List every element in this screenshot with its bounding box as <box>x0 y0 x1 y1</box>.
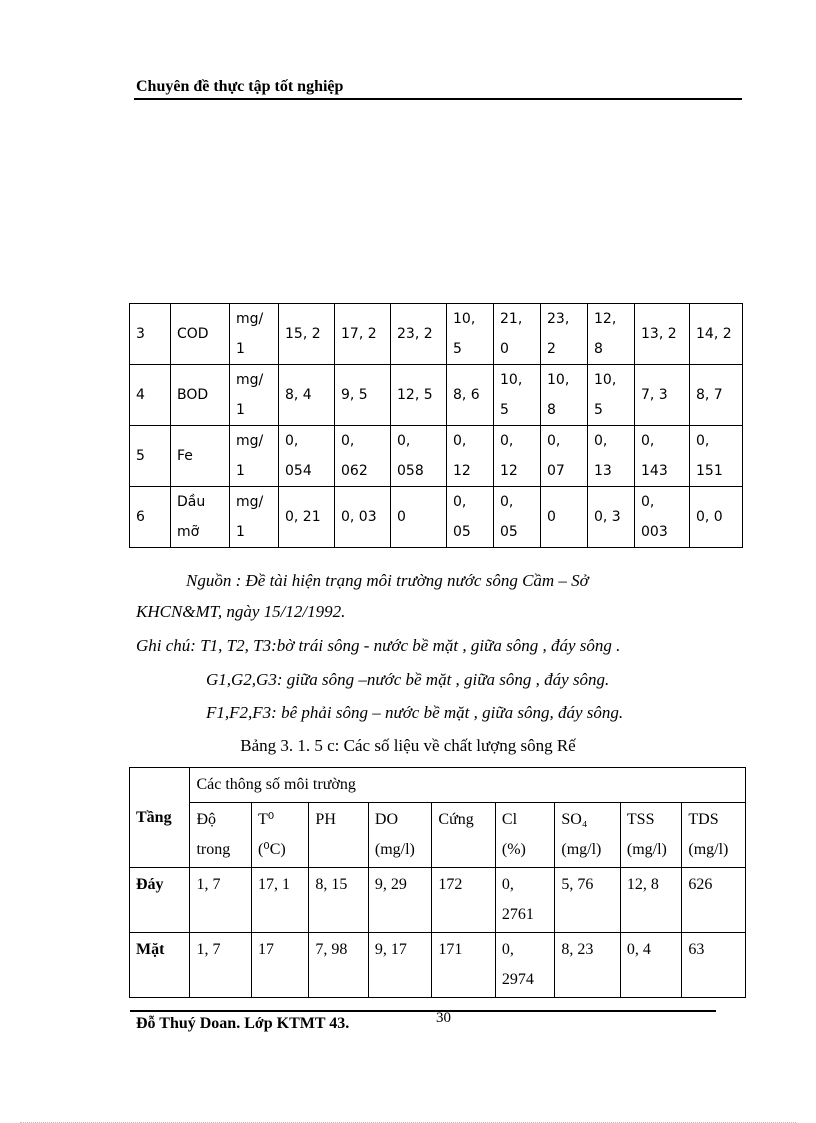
value-cell: 0, 13 <box>588 426 635 487</box>
table-row <box>130 426 743 487</box>
value-cell: 0, 2761 <box>495 868 554 933</box>
table-row <box>130 487 743 548</box>
value-cell: 0, 143 <box>635 426 690 487</box>
value-cell: 8, 4 <box>279 365 335 426</box>
value-cell: 9, 17 <box>368 933 432 998</box>
value-cell: 0, 151 <box>690 426 743 487</box>
value-cell: 10, 5 <box>588 365 635 426</box>
column-header: Độ trong <box>190 803 251 868</box>
column-header: DO (mg/l) <box>368 803 432 868</box>
value-cell: 0, 062 <box>335 426 391 487</box>
layer-header: Tầng <box>130 768 190 868</box>
value-cell: 0, 003 <box>635 487 690 548</box>
value-cell: 14, 2 <box>690 304 743 365</box>
value-cell: 0, 058 <box>391 426 447 487</box>
page-number: 30 <box>436 1010 451 1026</box>
column-header: T⁰ (⁰C) <box>251 803 308 868</box>
value-cell: 23, 2 <box>391 304 447 365</box>
value-cell: 0, 3 <box>588 487 635 548</box>
value-cell: 172 <box>432 868 496 933</box>
value-cell: 9, 5 <box>335 365 391 426</box>
value-cell: 7, 3 <box>635 365 690 426</box>
column-header: SO₄ (mg/l) <box>555 803 621 868</box>
value-cell: 8, 15 <box>309 868 368 933</box>
value-cell: 171 <box>432 933 496 998</box>
value-cell: 0, 2974 <box>495 933 554 998</box>
unit-cell: mg/ 1 <box>230 487 279 548</box>
value-cell: 1, 7 <box>190 868 251 933</box>
value-cell: 0, 05 <box>494 487 541 548</box>
value-cell: 0, 05 <box>447 487 494 548</box>
row-number: 5 <box>130 426 171 487</box>
value-cell: 8, 23 <box>555 933 621 998</box>
table-row <box>130 304 743 365</box>
parameter-name: Fe <box>171 426 230 487</box>
value-cell: 15, 2 <box>279 304 335 365</box>
parameter-name: Dầu mỡ <box>171 487 230 548</box>
layer-cell: Mặt <box>130 933 190 998</box>
value-cell: 10, 5 <box>447 304 494 365</box>
value-cell: 0, 07 <box>541 426 588 487</box>
table-row <box>130 365 743 426</box>
value-cell: 17 <box>251 933 308 998</box>
column-header: TSS (mg/l) <box>620 803 681 868</box>
value-cell: 8, 6 <box>447 365 494 426</box>
row-number: 4 <box>130 365 171 426</box>
water-quality-table-continued <box>129 303 743 548</box>
column-header: TDS (mg/l) <box>682 803 746 868</box>
value-cell: 23, 2 <box>541 304 588 365</box>
value-cell: 0 <box>541 487 588 548</box>
column-header: Cứng <box>432 803 496 868</box>
parameter-name: COD <box>171 304 230 365</box>
table-caption: Bảng 3. 1. 5 c: Các số liệu về chất lượng sông Rế <box>240 736 576 755</box>
row-number: 6 <box>130 487 171 548</box>
unit-cell: mg/ 1 <box>230 365 279 426</box>
value-cell: 0, 0 <box>690 487 743 548</box>
value-cell: 12, 8 <box>620 868 681 933</box>
note-f-points: F1,F2,F3: bê phải sông – nước bề mặt , giữa sông, đáy sông. <box>206 703 624 722</box>
parameter-name: BOD <box>171 365 230 426</box>
value-cell: 21, 0 <box>494 304 541 365</box>
value-cell: 0, 054 <box>279 426 335 487</box>
row-number: 3 <box>130 304 171 365</box>
note-g-points: G1,G2,G3: giữa sông –nước bề mặt , giữa sông , đáy sông. <box>206 670 610 689</box>
value-cell: 10, 8 <box>541 365 588 426</box>
value-cell: 0, 03 <box>335 487 391 548</box>
value-cell: 0, 21 <box>279 487 335 548</box>
source-note-line2: KHCN&MT, ngày 15/12/1992. <box>136 602 346 621</box>
footer-rule <box>130 1010 716 1012</box>
table-row <box>130 933 746 998</box>
value-cell: 12, 5 <box>391 365 447 426</box>
unit-cell: mg/ 1 <box>230 426 279 487</box>
value-cell: 9, 29 <box>368 868 432 933</box>
column-header: PH <box>309 803 368 868</box>
value-cell: 0 <box>391 487 447 548</box>
value-cell: 13, 2 <box>635 304 690 365</box>
source-note-line1: Nguồn : Đề tài hiện trạng môi trường nước sông Cầm – Sở <box>186 571 589 590</box>
value-cell: 0, 12 <box>494 426 541 487</box>
value-cell: 626 <box>682 868 746 933</box>
value-cell: 8, 7 <box>690 365 743 426</box>
unit-cell: mg/ 1 <box>230 304 279 365</box>
value-cell: 17, 2 <box>335 304 391 365</box>
value-cell: 63 <box>682 933 746 998</box>
value-cell: 1, 7 <box>190 933 251 998</box>
group-header: Các thông số môi trường <box>190 768 746 803</box>
footer-author: Đỗ Thuý Doan. Lớp KTMT 43. <box>136 1015 350 1032</box>
value-cell: 7, 98 <box>309 933 368 998</box>
note-t-points: Ghi chú: T1, T2, T3:bờ trái sông - nước bề mặt , giữa sông , đáy sông . <box>136 636 621 655</box>
layer-cell: Đáy <box>130 868 190 933</box>
value-cell: 0, 4 <box>620 933 681 998</box>
value-cell: 17, 1 <box>251 868 308 933</box>
value-cell: 10, 5 <box>494 365 541 426</box>
value-cell: 5, 76 <box>555 868 621 933</box>
re-river-quality-table <box>129 767 746 998</box>
value-cell: 12, 8 <box>588 304 635 365</box>
value-cell: 0, 12 <box>447 426 494 487</box>
table-row <box>130 868 746 933</box>
column-header: Cl (%) <box>495 803 554 868</box>
header-rule <box>134 98 742 100</box>
header-title: Chuyên đề thực tập tốt nghiệp <box>136 78 344 95</box>
